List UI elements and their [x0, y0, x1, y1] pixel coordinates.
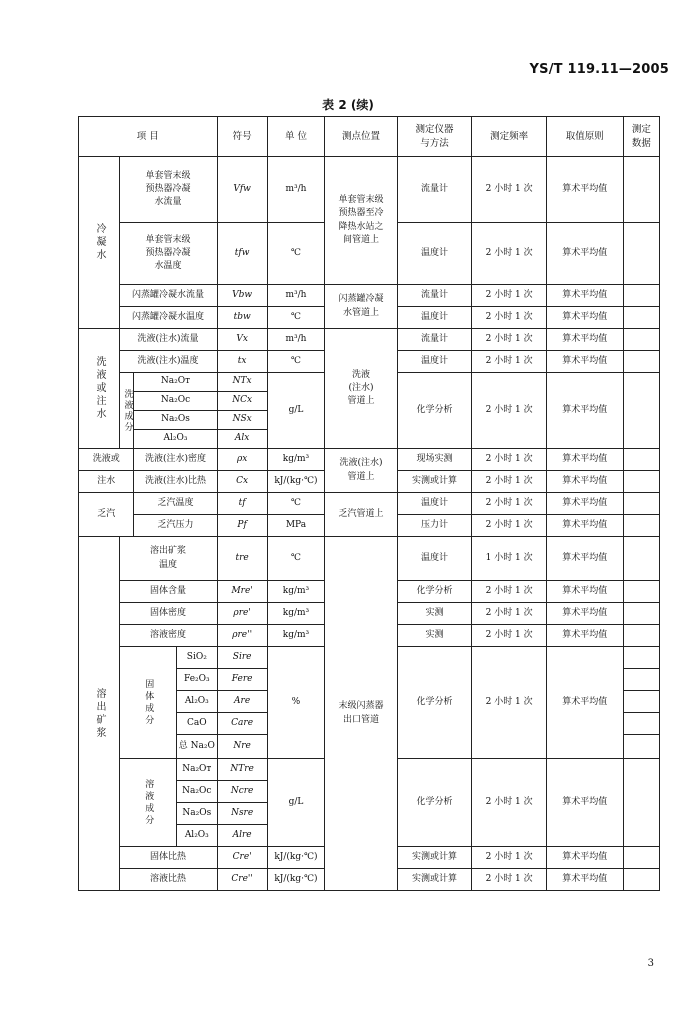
item-cell: 固体密度	[119, 603, 217, 625]
component-name: Na₂Oт	[177, 759, 218, 781]
principle-cell: 算术平均值	[546, 223, 623, 285]
instrument-cell: 实测或计算	[397, 471, 472, 493]
frequency-cell: 2 小时 1 次	[472, 373, 547, 449]
principle-cell: 算术平均值	[546, 847, 623, 869]
position-cell: 闪蒸罐冷凝 水管道上	[325, 285, 397, 329]
principle-cell: 算术平均值	[546, 759, 623, 847]
unit-cell: m³/h	[267, 285, 325, 307]
group-slurry-liquid: 溶液成分	[143, 778, 154, 827]
symbol-cell: Cx	[217, 471, 267, 493]
component-name: Na₂Oc	[177, 781, 218, 803]
frequency-cell: 2 小时 1 次	[472, 647, 547, 759]
position-cell: 乏汽管道上	[325, 493, 397, 537]
data-cell[interactable]	[623, 713, 659, 735]
component-name: Al₂O₃	[177, 691, 218, 713]
group-slurry: 溶出矿浆	[94, 687, 105, 740]
item-cell: 固体比热	[119, 847, 217, 869]
data-cell[interactable]	[623, 869, 659, 891]
unit-cell: ℃	[267, 351, 325, 373]
data-cell[interactable]	[623, 471, 659, 493]
symbol-cell: Mre'	[217, 581, 267, 603]
data-cell[interactable]	[623, 669, 659, 691]
frequency-cell: 2 小时 1 次	[472, 307, 547, 329]
measurement-table	[78, 116, 660, 891]
unit-cell: ℃	[267, 537, 325, 581]
principle-cell: 算术平均值	[546, 351, 623, 373]
principle-cell: 算术平均值	[546, 449, 623, 471]
group-condensate: 冷凝水	[94, 223, 105, 262]
data-cell[interactable]	[623, 223, 659, 285]
header-row	[79, 117, 660, 157]
item-cell: 溶液密度	[119, 625, 217, 647]
unit-cell: kJ/(kg·℃)	[267, 869, 325, 891]
instrument-cell: 温度计	[397, 537, 472, 581]
symbol-cell: Vx	[217, 329, 267, 351]
symbol-cell: tbw	[217, 307, 267, 329]
data-cell[interactable]	[623, 373, 659, 449]
principle-cell: 算术平均值	[546, 515, 623, 537]
symbol-cell: Are	[217, 691, 267, 713]
frequency-cell: 2 小时 1 次	[472, 329, 547, 351]
symbol-cell: NSx	[217, 411, 267, 430]
frequency-cell: 2 小时 1 次	[472, 869, 547, 891]
unit-cell: kg/m³	[267, 603, 325, 625]
instrument-cell: 化学分析	[397, 759, 472, 847]
frequency-cell: 2 小时 1 次	[472, 157, 547, 223]
symbol-cell: Vfw	[217, 157, 267, 223]
component-name: SiO₂	[177, 647, 218, 669]
component-name: Na₂Os	[177, 803, 218, 825]
symbol-cell: tf	[217, 493, 267, 515]
item-cell: 溶液比热	[119, 869, 217, 891]
principle-cell: 算术平均值	[546, 329, 623, 351]
instrument-cell: 化学分析	[397, 647, 472, 759]
data-cell[interactable]	[623, 603, 659, 625]
position-cell: 洗液(注水) 管道上	[325, 449, 397, 493]
symbol-cell: Care	[217, 713, 267, 735]
principle-cell: 算术平均值	[546, 307, 623, 329]
principle-cell: 算术平均值	[546, 471, 623, 493]
item-cell: 固体含量	[119, 581, 217, 603]
col-item: 项 目	[79, 117, 218, 157]
page-number: 3	[647, 958, 654, 969]
standard-code: YS/T 119.11—2005	[529, 62, 669, 77]
table-row	[79, 157, 660, 223]
item-cell: 洗液(注水)温度	[119, 351, 217, 373]
data-cell[interactable]	[623, 515, 659, 537]
instrument-cell: 实测	[397, 625, 472, 647]
principle-cell: 算术平均值	[546, 157, 623, 223]
symbol-cell: tre	[217, 537, 267, 581]
symbol-cell: Cre'	[217, 847, 267, 869]
col-position: 测点位置	[325, 117, 397, 157]
principle-cell: 算术平均值	[546, 537, 623, 581]
group-wash-short: 洗液或	[79, 449, 134, 471]
data-cell[interactable]	[623, 691, 659, 713]
item-cell: 洗液(注水)流量	[119, 329, 217, 351]
component-name: Na₂Oc	[134, 392, 217, 411]
unit-cell: kg/m³	[267, 581, 325, 603]
data-cell[interactable]	[623, 537, 659, 581]
instrument-cell: 化学分析	[397, 373, 472, 449]
component-name: 总 Na₂O	[177, 735, 218, 759]
data-cell[interactable]	[623, 285, 659, 307]
frequency-cell: 2 小时 1 次	[472, 625, 547, 647]
component-name: CaO	[177, 713, 218, 735]
item-cell: 单套管末级 预热器冷凝 水温度	[119, 223, 217, 285]
data-cell[interactable]	[623, 351, 659, 373]
symbol-cell: NTre	[217, 759, 267, 781]
item-cell: 闪蒸罐冷凝水流量	[119, 285, 217, 307]
item-cell: 乏汽压力	[134, 515, 217, 537]
component-name: Na₂Oт	[134, 373, 217, 392]
frequency-cell: 2 小时 1 次	[472, 223, 547, 285]
component-name: Al₂O₃	[177, 825, 218, 847]
data-cell[interactable]	[623, 647, 659, 669]
unit-cell: kg/m³	[267, 449, 325, 471]
principle-cell: 算术平均值	[546, 647, 623, 759]
principle-cell: 算术平均值	[546, 625, 623, 647]
component-name: Fe₂O₃	[177, 669, 218, 691]
position-cell: 单套管末级 预热器至冷 降热水站之 间管道上	[325, 157, 397, 285]
data-cell[interactable]	[623, 759, 659, 847]
symbol-cell: Nsre	[217, 803, 267, 825]
component-name: Al₂O₃	[134, 430, 217, 449]
principle-cell: 算术平均值	[546, 581, 623, 603]
frequency-cell: 2 小时 1 次	[472, 759, 547, 847]
data-cell[interactable]	[623, 449, 659, 471]
unit-cell: kg/m³	[267, 625, 325, 647]
table-row	[79, 329, 660, 351]
symbol-cell: NCx	[217, 392, 267, 411]
table-row	[79, 285, 660, 307]
symbol-cell: ρre''	[217, 625, 267, 647]
item-cell: 溶出矿浆 温度	[119, 537, 217, 581]
symbol-cell: Alre	[217, 825, 267, 847]
unit-cell: MPa	[267, 515, 325, 537]
symbol-cell: ρx	[217, 449, 267, 471]
position-cell: 末级闪蒸器 出口管道	[325, 537, 397, 891]
symbol-cell: tx	[217, 351, 267, 373]
instrument-cell: 实测或计算	[397, 869, 472, 891]
col-principle: 取值原则	[546, 117, 623, 157]
frequency-cell: 2 小时 1 次	[472, 471, 547, 493]
instrument-cell: 现场实测	[397, 449, 472, 471]
group-steam: 乏汽	[79, 493, 134, 537]
instrument-cell: 温度计	[397, 307, 472, 329]
instrument-cell: 实测或计算	[397, 847, 472, 869]
table-row	[79, 537, 660, 581]
unit-cell: m³/h	[267, 329, 325, 351]
instrument-cell: 流量计	[397, 157, 472, 223]
unit-cell: g/L	[267, 759, 325, 847]
symbol-cell: NTx	[217, 373, 267, 392]
data-cell[interactable]	[623, 847, 659, 869]
frequency-cell: 2 小时 1 次	[472, 581, 547, 603]
frequency-cell: 2 小时 1 次	[472, 515, 547, 537]
item-cell: 乏汽温度	[134, 493, 217, 515]
symbol-cell: Vbw	[217, 285, 267, 307]
symbol-cell: Nre	[217, 735, 267, 759]
instrument-cell: 温度计	[397, 351, 472, 373]
data-cell[interactable]	[623, 307, 659, 329]
frequency-cell: 2 小时 1 次	[472, 285, 547, 307]
unit-cell: m³/h	[267, 157, 325, 223]
item-cell: 洗液(注水)密度	[134, 449, 217, 471]
group-wash-short2: 注水	[79, 471, 134, 493]
table-caption: 表 2 (续)	[322, 98, 374, 112]
symbol-cell: Sire	[217, 647, 267, 669]
data-cell[interactable]	[623, 735, 659, 759]
symbol-cell: Cre''	[217, 869, 267, 891]
col-symbol: 符号	[217, 117, 267, 157]
data-cell[interactable]	[623, 625, 659, 647]
unit-cell: kJ/(kg·℃)	[267, 847, 325, 869]
instrument-cell: 化学分析	[397, 581, 472, 603]
frequency-cell: 2 小时 1 次	[472, 847, 547, 869]
principle-cell: 算术平均值	[546, 285, 623, 307]
unit-cell: ℃	[267, 223, 325, 285]
data-cell[interactable]	[623, 329, 659, 351]
instrument-cell: 流量计	[397, 285, 472, 307]
principle-cell: 算术平均值	[546, 373, 623, 449]
principle-cell: 算术平均值	[546, 869, 623, 891]
unit-cell: ℃	[267, 307, 325, 329]
col-frequency: 测定频率	[472, 117, 547, 157]
symbol-cell: tfw	[217, 223, 267, 285]
principle-cell: 算术平均值	[546, 603, 623, 625]
symbol-cell: ρre'	[217, 603, 267, 625]
frequency-cell: 2 小时 1 次	[472, 603, 547, 625]
principle-cell: 算术平均值	[546, 493, 623, 515]
data-cell[interactable]	[623, 493, 659, 515]
symbol-cell: Ncre	[217, 781, 267, 803]
data-cell[interactable]	[623, 157, 659, 223]
frequency-cell: 1 小时 1 次	[472, 537, 547, 581]
group-wash: 洗液或注水	[94, 356, 105, 421]
col-data: 测定 数据	[623, 117, 659, 157]
table-row	[79, 493, 660, 515]
instrument-cell: 压力计	[397, 515, 472, 537]
instrument-cell: 实测	[397, 603, 472, 625]
unit-cell: g/L	[267, 373, 325, 449]
unit-cell: ℃	[267, 493, 325, 515]
group-slurry-solid: 固体成分	[143, 678, 154, 727]
frequency-cell: 2 小时 1 次	[472, 449, 547, 471]
item-cell: 单套管末级 预热器冷凝 水流量	[119, 157, 217, 223]
frequency-cell: 2 小时 1 次	[472, 493, 547, 515]
item-cell: 闪蒸罐冷凝水温度	[119, 307, 217, 329]
frequency-cell: 2 小时 1 次	[472, 351, 547, 373]
symbol-cell: Fere	[217, 669, 267, 691]
instrument-cell: 温度计	[397, 493, 472, 515]
table-row	[79, 449, 660, 471]
col-instrument: 测定仪器 与方法	[397, 117, 472, 157]
position-cell: 洗液 (注水) 管道上	[325, 329, 397, 449]
col-unit: 单 位	[267, 117, 325, 157]
item-cell: 洗液(注水)比热	[134, 471, 217, 493]
instrument-cell: 流量计	[397, 329, 472, 351]
symbol-cell: Alx	[217, 430, 267, 449]
unit-cell: kJ/(kg·℃)	[267, 471, 325, 493]
data-cell[interactable]	[623, 581, 659, 603]
group-wash-comp: 洗液成分	[122, 388, 133, 433]
component-name: Na₂Os	[134, 411, 217, 430]
symbol-cell: Pf	[217, 515, 267, 537]
instrument-cell: 温度计	[397, 223, 472, 285]
unit-cell: %	[267, 647, 325, 759]
